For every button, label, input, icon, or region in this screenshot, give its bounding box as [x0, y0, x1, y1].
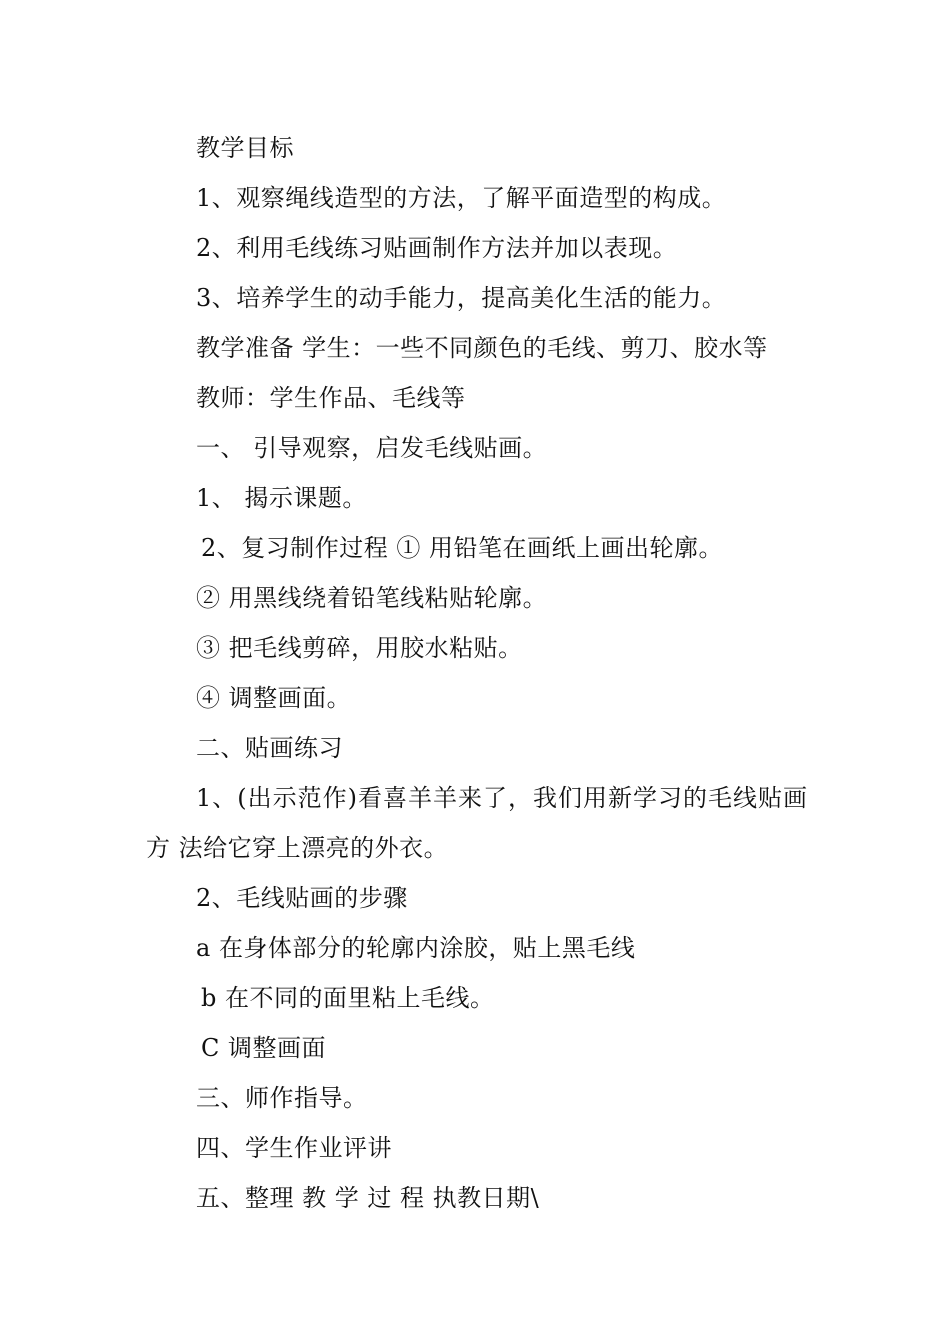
section-heading-2: 二、贴画练习 — [196, 734, 343, 762]
section-heading-3: 三、师作指导。 — [196, 1084, 368, 1112]
practice-step-b: b 在不同的面里粘上毛线。 — [201, 984, 495, 1012]
practice-steps-heading: 2、毛线贴画的步骤 — [196, 884, 408, 912]
goal-item-1: 1、观察绳线造型的方法，了解平面造型的构成。 — [196, 184, 727, 212]
practice-paragraph-line-2: 方 法给它穿上漂亮的外衣。 — [146, 834, 449, 862]
section-heading-5: 五、整理 教 学 过 程 执教日期\ — [196, 1184, 540, 1212]
goal-item-3: 3、培养学生的动手能力，提高美化生活的能力。 — [196, 284, 727, 312]
section-heading-teaching-goals: 教学目标 — [196, 134, 294, 162]
practice-step-c: C 调整画面 — [201, 1034, 326, 1062]
step-circle-4: ④ 调整画面。 — [196, 684, 352, 712]
preparation-students: 教学准备 学生：一些不同颜色的毛线、剪刀、胶水等 — [196, 334, 768, 362]
step-reveal-topic: 1、 揭示课题。 — [196, 484, 367, 512]
step-circle-3: ③ 把毛线剪碎，用胶水粘贴。 — [196, 634, 523, 662]
preparation-teacher: 教师：学生作品、毛线等 — [196, 384, 466, 412]
practice-paragraph-line-1: 1、(出示范作)看喜羊羊来了，我们用新学习的毛线贴画 — [196, 784, 808, 812]
goal-item-2: 2、利用毛线练习贴画制作方法并加以表现。 — [196, 234, 678, 262]
step-circle-2: ② 用黑线绕着铅笔线粘贴轮廓。 — [196, 584, 548, 612]
practice-step-a: a 在身体部分的轮廓内涂胶，贴上黑毛线 — [196, 934, 636, 962]
section-heading-4: 四、学生作业评讲 — [196, 1134, 392, 1162]
step-review-process: 2、复习制作过程 ① 用铅笔在画纸上画出轮廓。 — [201, 534, 724, 562]
section-heading-1: 一、 引导观察，启发毛线贴画。 — [196, 434, 548, 462]
